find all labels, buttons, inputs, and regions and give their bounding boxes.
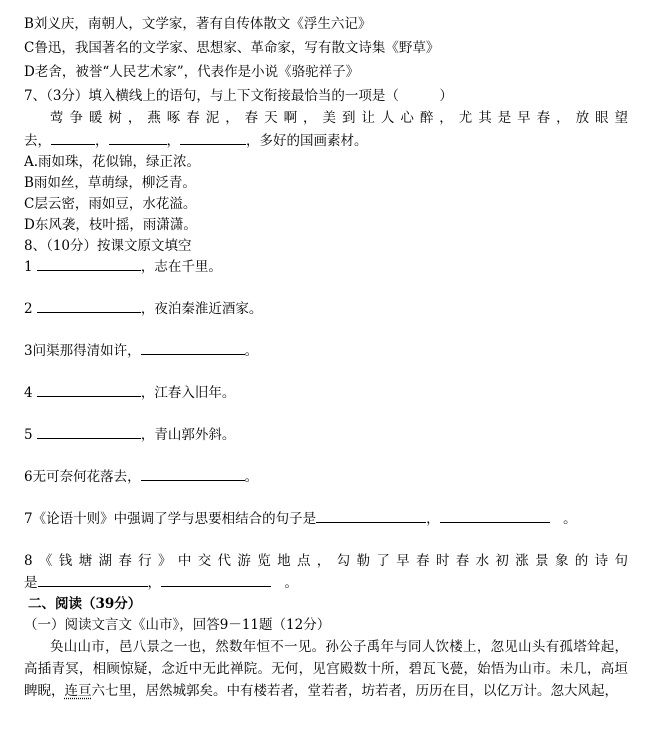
fill-8-blank-2[interactable] xyxy=(161,586,271,587)
q7-option-a: A.雨如珠，花似锦，绿正浓。 xyxy=(24,154,201,170)
fill-5 xyxy=(24,427,235,443)
fill-2-text: ，夜泊秦淮近酒家。 xyxy=(140,301,263,317)
fill-7-blank-2[interactable] xyxy=(440,522,550,523)
fill-1-text: ，志在千里。 xyxy=(140,259,222,275)
passage-text-3-pre: 睥睨， xyxy=(24,683,65,699)
fill-6-text: 6无可奈何花落去， xyxy=(24,469,141,485)
fill-2-number: 2 xyxy=(24,301,33,317)
fill-5-text: ，青山郭外斜。 xyxy=(140,427,236,443)
fill-8-start: 是 xyxy=(24,575,38,591)
fill-8-text: 8《钱塘湖春行》中交代游览地点，勾勒了早春时春水初涨景象的诗句 xyxy=(24,553,628,569)
q7-passage-start: 去， xyxy=(24,133,51,149)
fill-4-blank[interactable] xyxy=(37,396,141,397)
fill-6-blank[interactable] xyxy=(141,480,245,481)
fill-3-end: 。 xyxy=(244,343,259,359)
fill-2 xyxy=(24,301,262,317)
q7-passage-end: ，多好的国画素材。 xyxy=(246,133,368,149)
q7-option-d: D东风袭，枝叶摇，雨潇潇。 xyxy=(24,217,197,233)
fill-1-number: 1 xyxy=(24,259,33,275)
passage-line-3 xyxy=(24,683,618,699)
option-d: D老舍，被誉“人民艺术家”，代表作是小说《骆驼祥子》 xyxy=(24,64,360,80)
fill-8-line1 xyxy=(24,553,628,569)
fill-8-blank-1[interactable] xyxy=(38,586,148,587)
fill-7 xyxy=(24,511,577,527)
passage-line-2 xyxy=(24,661,628,677)
question-8: 8、（10分）按课文原文填空 xyxy=(24,238,192,254)
fill-6 xyxy=(24,469,258,485)
q7-option-b: B雨如丝，草萌绿，柳泛青。 xyxy=(24,175,196,191)
fill-7-separator: ， xyxy=(426,511,440,527)
fill-5-number: 5 xyxy=(24,427,33,443)
option-b: B刘义庆，南朝人，文学家，著有自传体散文《浮生六记》 xyxy=(24,16,372,32)
section-heading-reading: 二、阅读（39分） xyxy=(28,596,142,612)
fill-8-separator: ， xyxy=(147,575,161,591)
passage-text-3-post: 六七里，居然城郭矣。中有楼若者，堂若者，坊若者，历历在目，以亿万计。忽大风起， xyxy=(91,683,618,699)
fill-6-end: 。 xyxy=(244,469,259,485)
fill-4-number: 4 xyxy=(24,385,33,401)
fill-8-line2 xyxy=(24,575,298,591)
fill-7-blank-1[interactable] xyxy=(316,522,426,523)
passage-line-1 xyxy=(24,639,628,655)
question-7: 7、（3分）填入横线上的语句，与上下文衔接最恰当的一项是（ ） xyxy=(24,88,453,104)
fill-3 xyxy=(24,343,258,359)
q7-blank-2[interactable] xyxy=(109,144,167,145)
q7-blank-1[interactable] xyxy=(51,144,95,145)
q7-separator-2: ， xyxy=(166,133,180,149)
q7-passage-text: 莺争暖树，燕啄春泥，春天啊，美到让人心醉，尤其是早春，放眼望 xyxy=(50,110,628,126)
fill-5-blank[interactable] xyxy=(37,438,141,439)
fill-2-blank[interactable] xyxy=(37,312,141,313)
q7-blank-3[interactable] xyxy=(180,144,246,145)
emphasized-word: 连亘 xyxy=(64,683,92,699)
fill-3-text: 3问渠那得清如许， xyxy=(24,343,141,359)
fill-4-text: ，江春入旧年。 xyxy=(140,385,236,401)
section-subheading-classical: （一）阅读文言文《山市》，回答9－11题（12分） xyxy=(24,617,331,633)
fill-7-end: 。 xyxy=(563,511,577,527)
fill-1-blank[interactable] xyxy=(37,270,141,271)
passage-text-1: 奂山山市，邑八景之一也，然数年恒不一见。孙公子禹年与同人饮楼上，忽见山头有孤塔耸起， xyxy=(50,639,628,655)
q7-separator-1: ， xyxy=(95,133,109,149)
option-c: C鲁迅，我国著名的文学家、思想家、革命家，写有散文诗集《野草》 xyxy=(24,40,440,56)
fill-1 xyxy=(24,259,222,275)
q7-option-c: C层云密，雨如豆，水花溢。 xyxy=(24,196,197,212)
fill-7-text: 7《论语十则》中强调了学与思要相结合的句子是 xyxy=(24,511,317,527)
fill-3-blank[interactable] xyxy=(141,354,245,355)
fill-8-end: 。 xyxy=(284,575,298,591)
fill-4 xyxy=(24,385,235,401)
q7-passage-line1 xyxy=(24,110,628,126)
passage-text-2: 高插青冥，相顾惊疑，念近中无此禅院。无何，见宫殿数十所，碧瓦飞甍，始悟为山市。未几，高垣 xyxy=(24,661,628,677)
q7-passage-line2 xyxy=(24,133,368,149)
